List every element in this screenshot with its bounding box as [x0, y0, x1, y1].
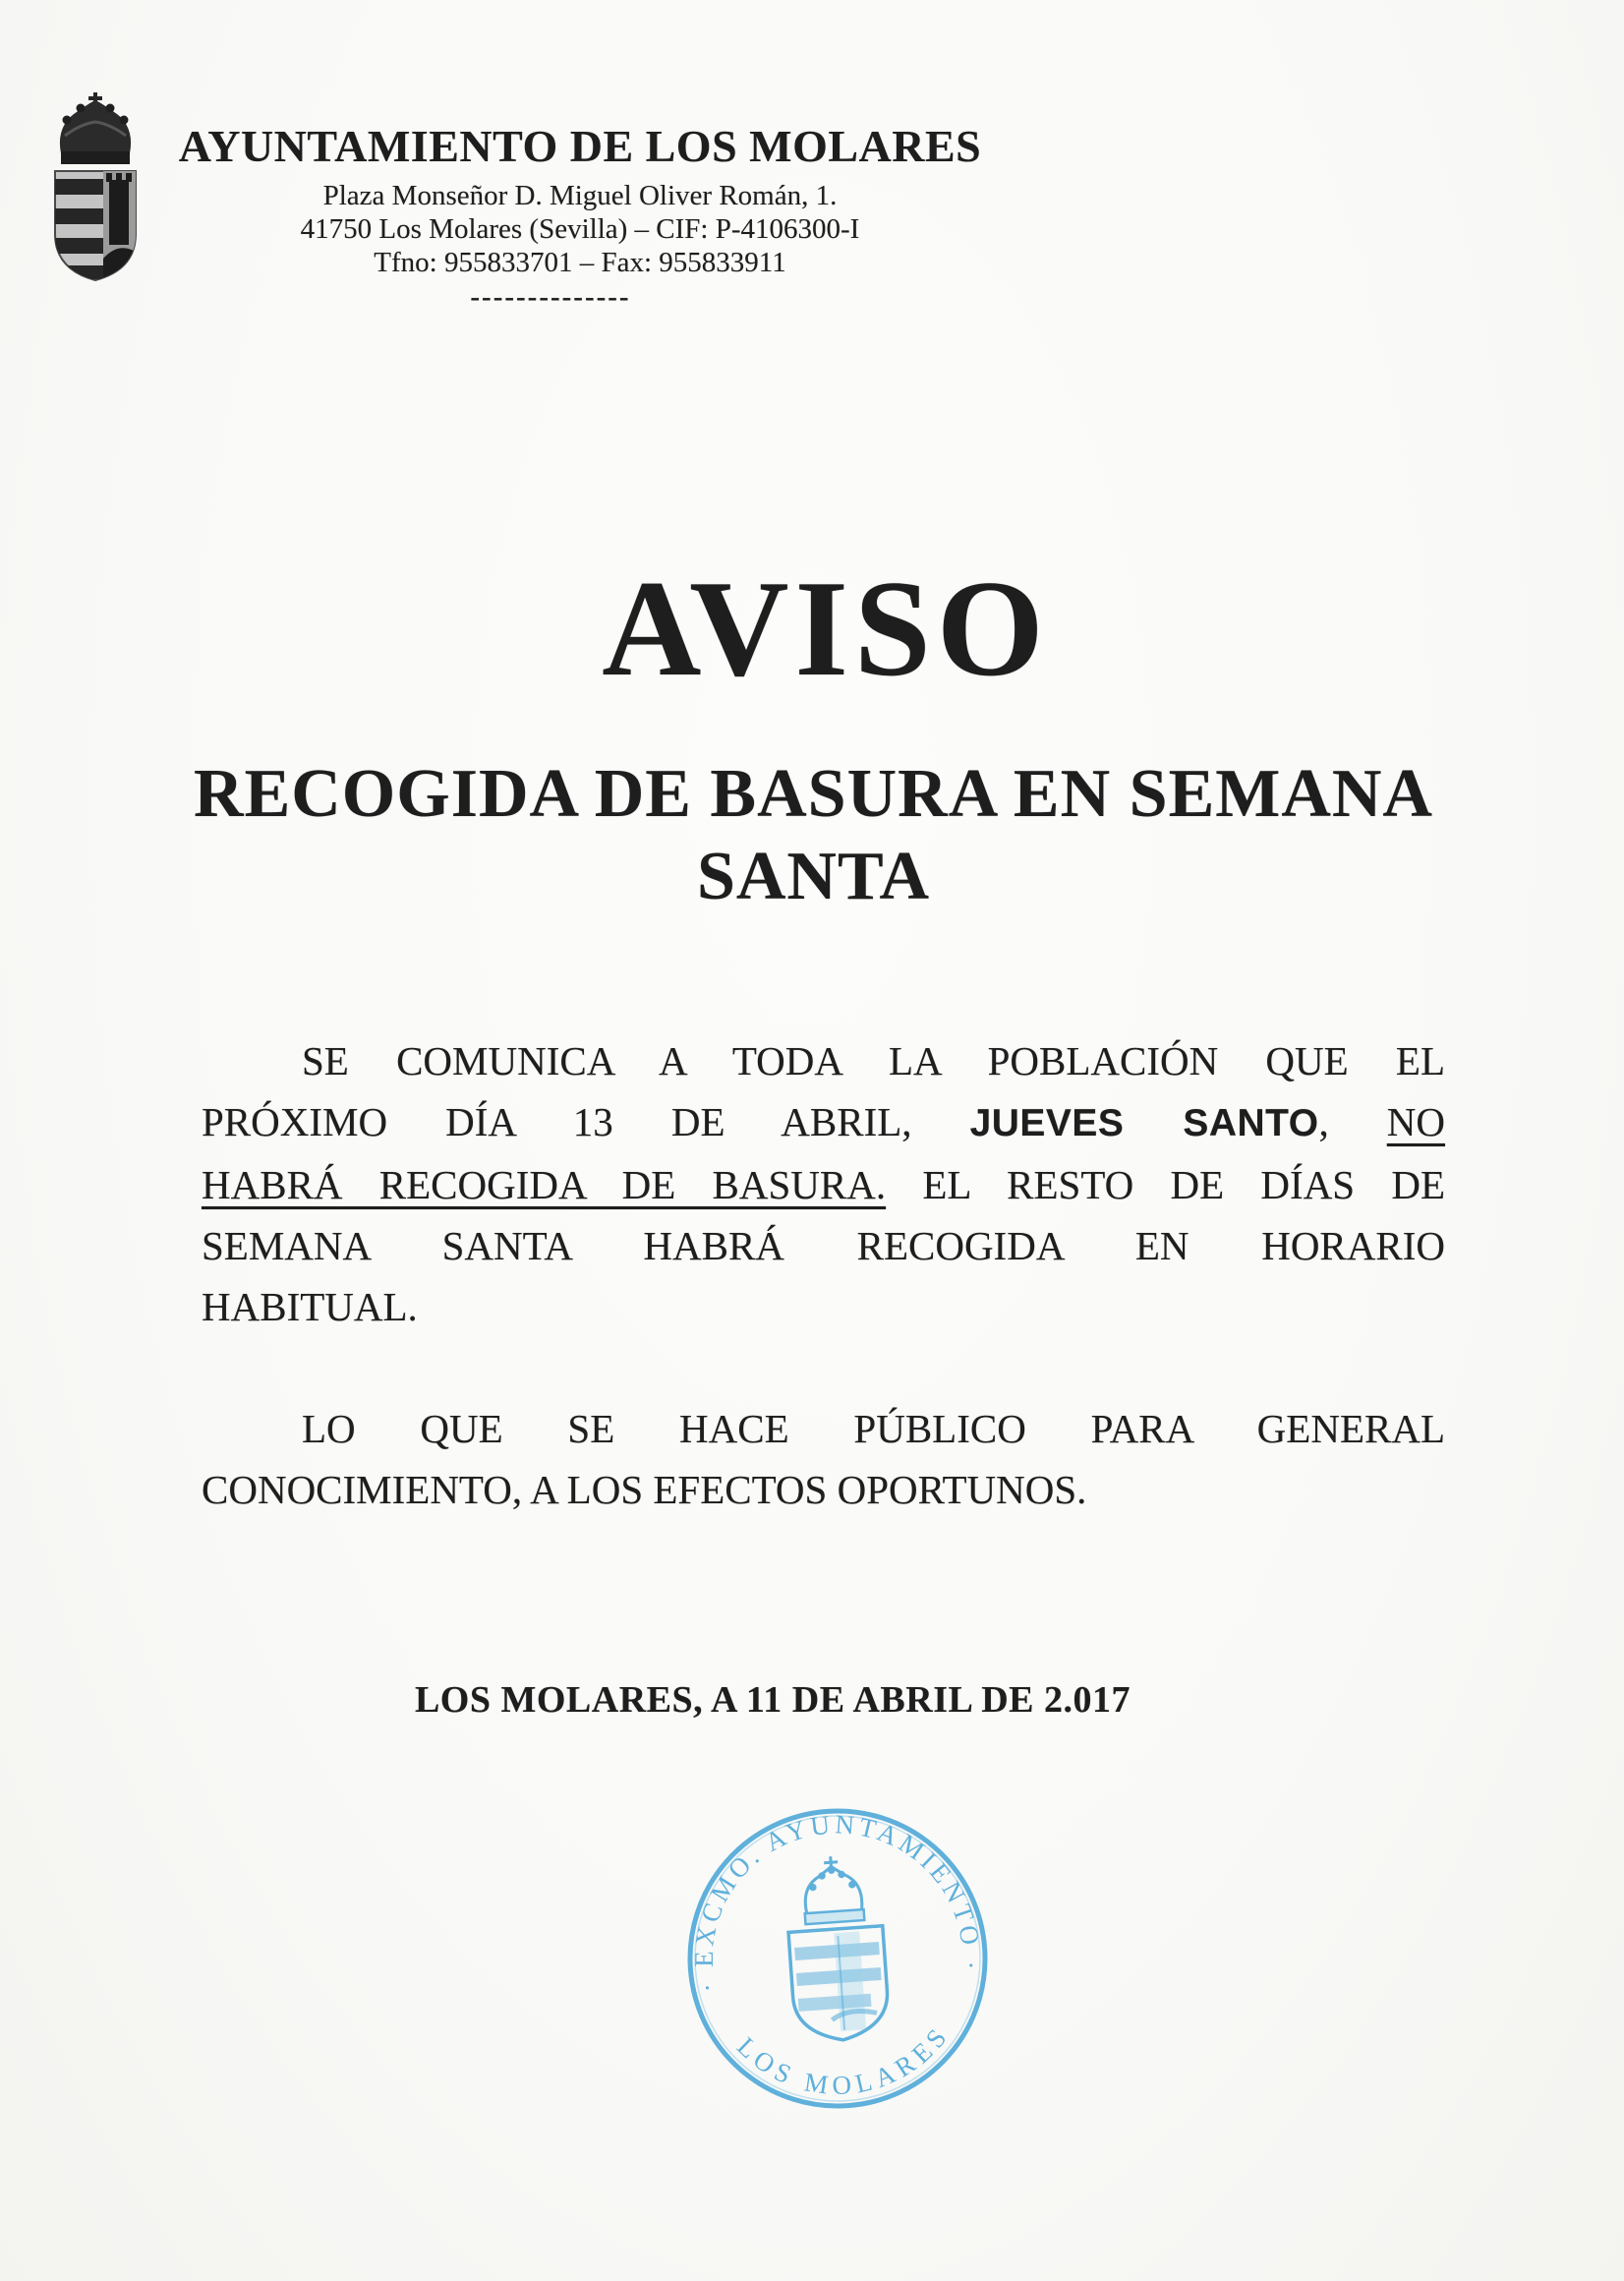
stamp-top-text: · EXCMO. AYUNTAMIENTO · — [688, 1809, 987, 1996]
municipal-header — [41, 87, 1024, 314]
address-line-2: 41750 Los Molares (Sevilla) – CIF: P-4106300-I — [300, 213, 860, 245]
paragraph-1 — [202, 1030, 1445, 1337]
body-line-4: SEMANA SANTA HABRÁ RECOGIDA EN HORARIO — [202, 1223, 1445, 1268]
svg-text:· EXCMO. AYUNTAMIENTO · — [680, 1801, 988, 1995]
paragraph-2 — [202, 1398, 1445, 1520]
address-line-3: Tfno: 955833701 – Fax: 955833911 — [374, 247, 786, 278]
body-line-6: LO QUE SE HACE PÚBLICO PARA GENERAL — [302, 1406, 1445, 1451]
underlined-phrase-no-recogida: HABRÁ RECOGIDA DE BASURA. — [202, 1162, 887, 1207]
stamp-shield-icon — [788, 1926, 891, 2043]
body-line-3 — [202, 1154, 1445, 1215]
shield-icon — [55, 171, 136, 280]
stamp-bottom-text: LOS MOLARES — [731, 2018, 957, 2101]
body-line-2-comma: , — [1318, 1099, 1329, 1144]
body-line-2-text: PRÓXIMO DÍA 13 DE ABRIL, — [202, 1099, 912, 1144]
body-line-7: CONOCIMIENTO, A LOS EFECTOS OPORTUNOS. — [202, 1467, 1087, 1512]
address-line-1: Plaza Monseñor D. Miguel Oliver Román, 1. — [322, 180, 838, 211]
municipal-stamp — [680, 1801, 995, 2116]
body-line-3-text: EL RESTO DE DÍAS DE — [922, 1162, 1446, 1207]
body-line-5: HABITUAL. — [202, 1284, 418, 1329]
stamp-crown-icon — [801, 1854, 865, 1924]
notice-subtitle — [182, 753, 1445, 918]
notice-title: AVISO — [602, 553, 1050, 705]
coat-of-arms-icon — [41, 87, 149, 283]
crown-icon — [60, 92, 131, 164]
org-name: AYUNTAMIENTO DE LOS MOLARES — [178, 121, 982, 171]
bold-phrase-jueves-santo: JUEVES SANTO — [969, 1102, 1319, 1144]
dateline: LOS MOLARES, A 11 DE ABRIL DE 2.017 — [414, 1679, 1131, 1721]
underlined-word-no: NO — [1386, 1099, 1446, 1144]
body-line-1: SE COMUNICA A TODA LA POBLACIÓN QUE EL — [302, 1038, 1445, 1083]
header-text-block — [143, 87, 1017, 314]
header-separator: -------------- — [470, 281, 631, 313]
notice-subtitle-line-1: RECOGIDA DE BASURA EN SEMANA — [194, 756, 1433, 832]
notice-subtitle-line-2: SANTA — [696, 839, 931, 914]
stamp-graphic — [680, 1801, 995, 2116]
body-line-2 — [202, 1091, 1445, 1154]
